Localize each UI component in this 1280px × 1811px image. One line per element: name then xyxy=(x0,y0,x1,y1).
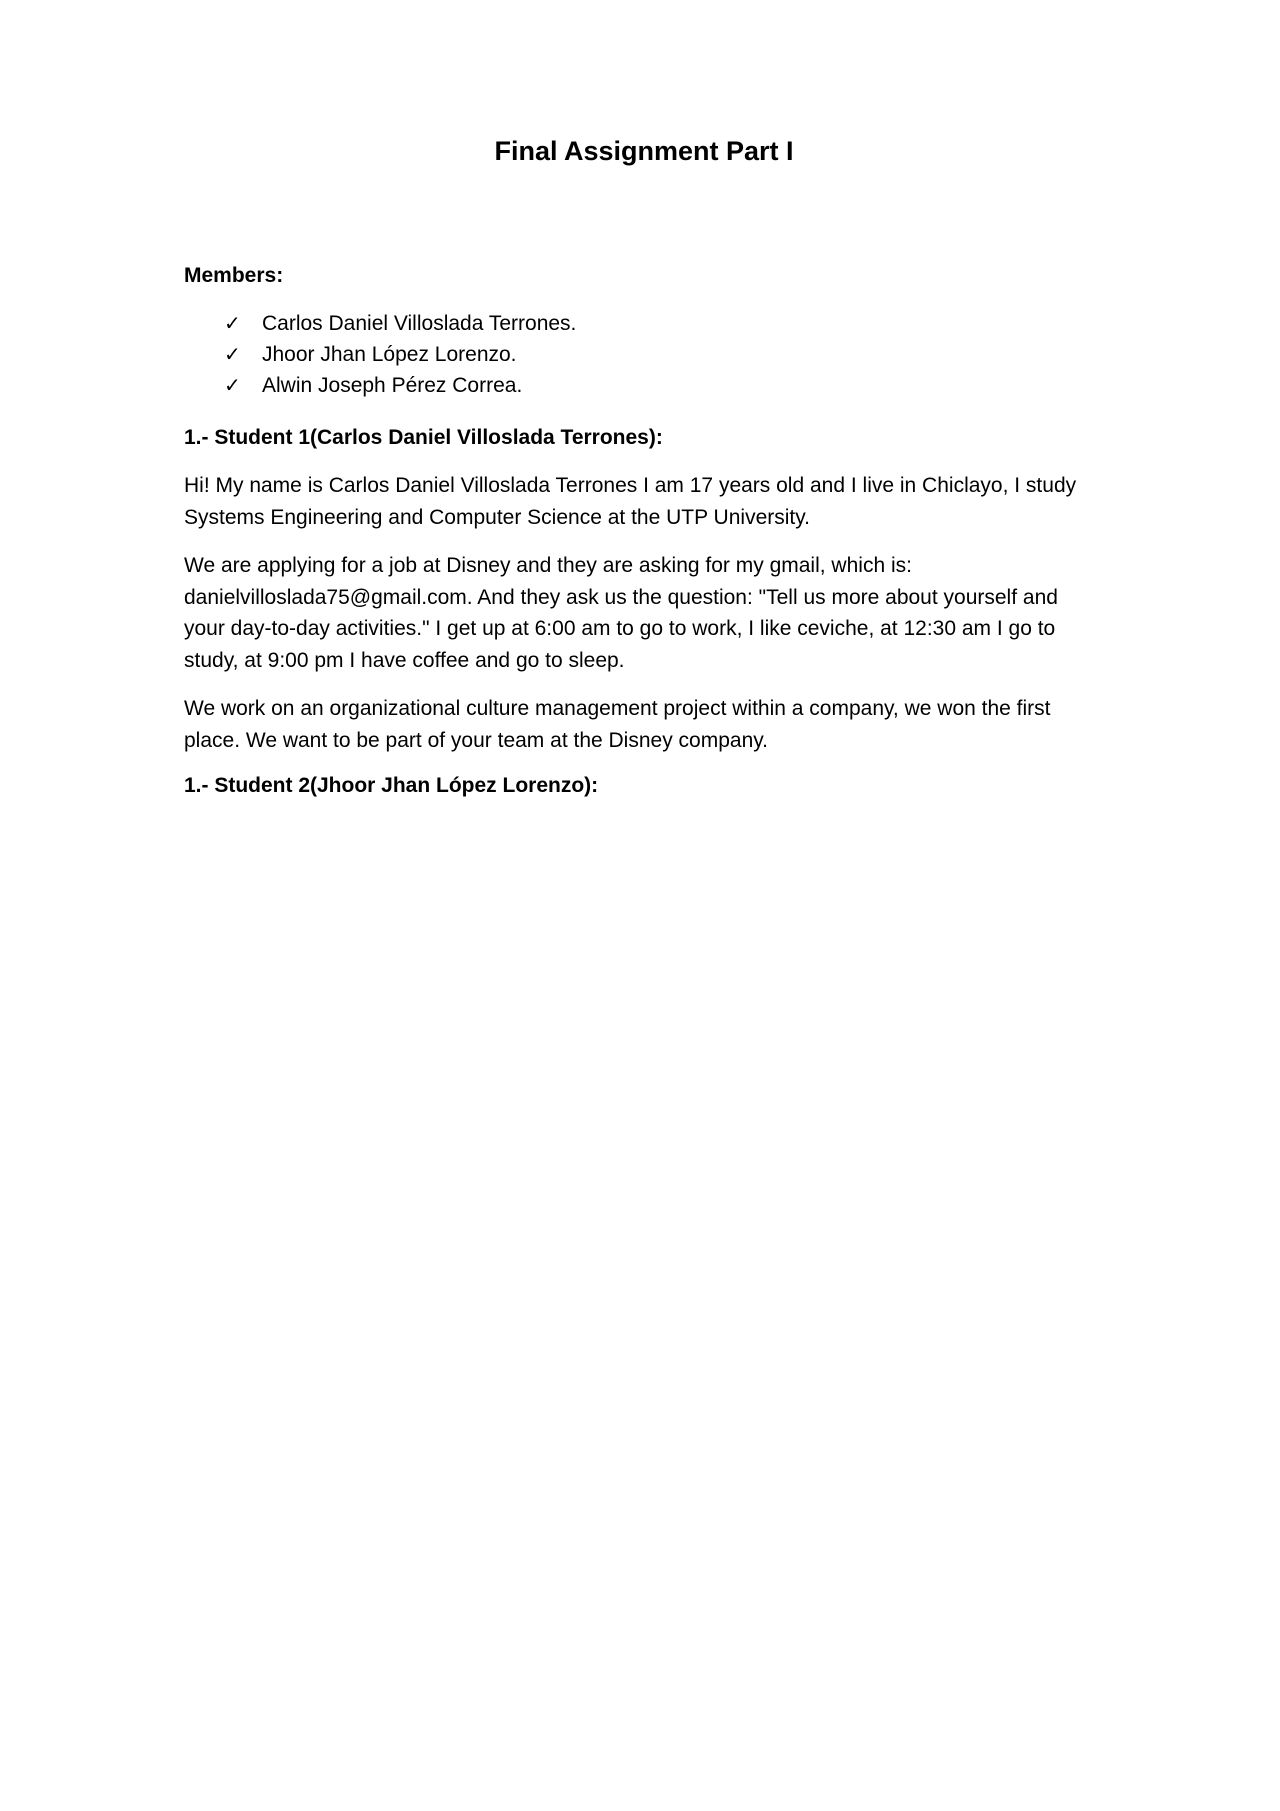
paragraph-line: danielvilloslada75@gmail.com. And they ask us the question: "Tell us more about yourself and xyxy=(184,585,1058,609)
checkmark-icon: ✓ xyxy=(224,344,241,366)
checkmark-icon: ✓ xyxy=(224,375,241,397)
checkmark-icon: ✓ xyxy=(224,313,241,335)
members-list xyxy=(184,310,576,403)
student2-heading: 1.- Student 2(Jhoor Jhan López Lorenzo): xyxy=(184,774,599,797)
paragraph-line: We are applying for a job at Disney and they are asking for my gmail, which is: xyxy=(184,554,912,577)
student1-project-paragraph xyxy=(184,693,1104,756)
document-title: Final Assignment Part I xyxy=(494,136,794,166)
list-item xyxy=(184,372,576,403)
members-heading: Members: xyxy=(184,264,284,287)
student1-job-paragraph xyxy=(184,550,1104,676)
member-name: Alwin Joseph Pérez Correa. xyxy=(262,374,523,397)
paragraph-line: Hi! My name is Carlos Daniel Villoslada Terrones I am 17 years old and I live in Chiclayo, I study xyxy=(184,474,1077,497)
student1-heading: 1.- Student 1(Carlos Daniel Villoslada Terrones): xyxy=(184,426,663,449)
member-name: Jhoor Jhan López Lorenzo. xyxy=(262,343,517,366)
paragraph-line: We work on an organizational culture management project within a company, we won the first xyxy=(184,697,1051,720)
student1-intro-paragraph xyxy=(184,470,1104,533)
paragraph-line: study, at 9:00 pm I have coffee and go to sleep. xyxy=(184,648,625,672)
list-item xyxy=(184,341,576,372)
paragraph-line: place. We want to be part of your team at the Disney company. xyxy=(184,728,769,752)
member-name: Carlos Daniel Villoslada Terrones. xyxy=(262,312,577,335)
paragraph-line: Systems Engineering and Computer Science at the UTP University. xyxy=(184,505,811,529)
list-item xyxy=(184,310,576,341)
paragraph-line: your day-to-day activities." I get up at 6:00 am to go to work, I like ceviche, at 12:30 am I go to xyxy=(184,617,1056,640)
